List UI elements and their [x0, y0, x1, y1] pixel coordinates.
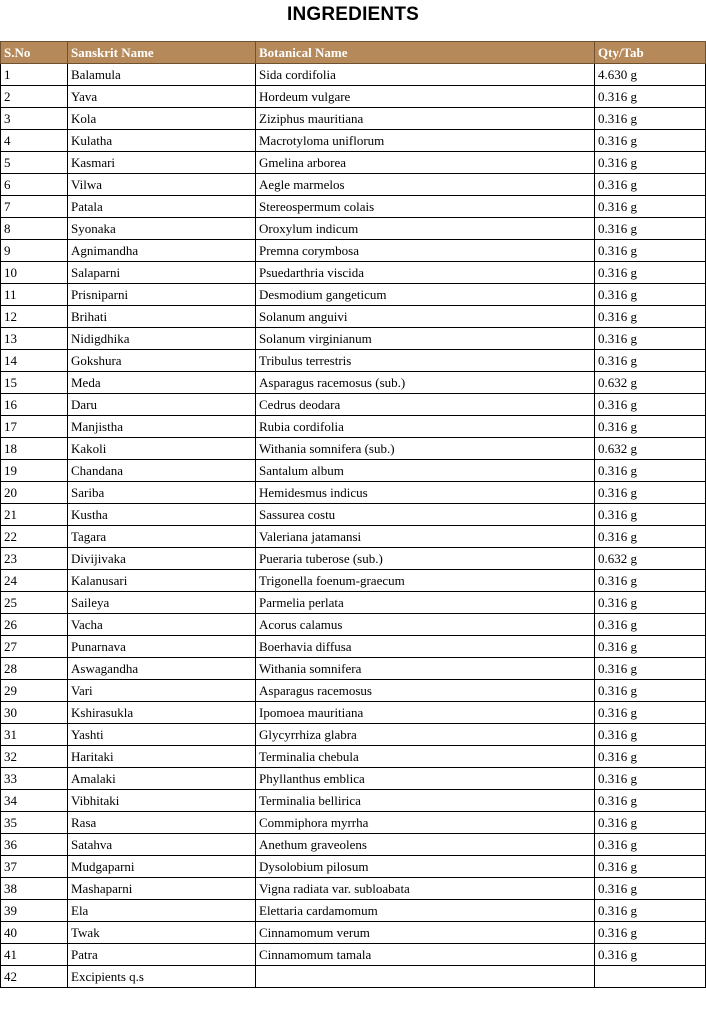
cell-sanskrit-name: Amalaki: [68, 768, 256, 790]
table-row: [1, 152, 706, 174]
cell-sanskrit-name: Sariba: [68, 482, 256, 504]
table-row: [1, 394, 706, 416]
cell-sanskrit-name: Daru: [68, 394, 256, 416]
table-row: [1, 108, 706, 130]
cell-botanical-name: Hordeum vulgare: [256, 86, 595, 108]
cell-qty-tab: 0.316 g: [595, 746, 706, 768]
cell-sanskrit-name: Meda: [68, 372, 256, 394]
cell-botanical-name: Dysolobium pilosum: [256, 856, 595, 878]
cell-sanskrit-name: Aswagandha: [68, 658, 256, 680]
table-row: [1, 350, 706, 372]
cell-qty-tab: 0.316 g: [595, 856, 706, 878]
cell-qty-tab: 0.316 g: [595, 592, 706, 614]
cell-sanskrit-name: Brihati: [68, 306, 256, 328]
cell-sno: 7: [1, 196, 68, 218]
cell-botanical-name: [256, 966, 595, 988]
cell-botanical-name: Boerhavia diffusa: [256, 636, 595, 658]
cell-sno: 9: [1, 240, 68, 262]
cell-qty-tab: 0.632 g: [595, 548, 706, 570]
cell-qty-tab: 0.632 g: [595, 438, 706, 460]
cell-sno: 40: [1, 922, 68, 944]
cell-qty-tab: 0.316 g: [595, 350, 706, 372]
cell-qty-tab: 0.316 g: [595, 482, 706, 504]
cell-sno: 4: [1, 130, 68, 152]
cell-sanskrit-name: Prisniparni: [68, 284, 256, 306]
table-row: [1, 592, 706, 614]
cell-botanical-name: Phyllanthus emblica: [256, 768, 595, 790]
cell-qty-tab: 0.316 g: [595, 702, 706, 724]
ingredients-table: [0, 41, 706, 988]
cell-botanical-name: Glycyrrhiza glabra: [256, 724, 595, 746]
cell-sno: 32: [1, 746, 68, 768]
table-row: [1, 878, 706, 900]
cell-botanical-name: Tribulus terrestris: [256, 350, 595, 372]
table-row: [1, 416, 706, 438]
cell-botanical-name: Cinnamomum verum: [256, 922, 595, 944]
cell-botanical-name: Ziziphus mauritiana: [256, 108, 595, 130]
cell-sno: 42: [1, 966, 68, 988]
cell-botanical-name: Elettaria cardamomum: [256, 900, 595, 922]
cell-sno: 28: [1, 658, 68, 680]
cell-sno: 15: [1, 372, 68, 394]
cell-botanical-name: Cedrus deodara: [256, 394, 595, 416]
cell-qty-tab: 0.316 g: [595, 306, 706, 328]
cell-sno: 13: [1, 328, 68, 350]
cell-botanical-name: Desmodium gangeticum: [256, 284, 595, 306]
cell-sanskrit-name: Manjistha: [68, 416, 256, 438]
cell-sno: 33: [1, 768, 68, 790]
table-row: [1, 966, 706, 988]
table-row: [1, 218, 706, 240]
cell-sno: 36: [1, 834, 68, 856]
cell-sanskrit-name: Kasmari: [68, 152, 256, 174]
cell-sanskrit-name: Excipients q.s: [68, 966, 256, 988]
cell-sanskrit-name: Patala: [68, 196, 256, 218]
header-sno: S.No: [1, 42, 68, 64]
cell-botanical-name: Trigonella foenum-graecum: [256, 570, 595, 592]
cell-qty-tab: 0.316 g: [595, 680, 706, 702]
cell-sno: 38: [1, 878, 68, 900]
cell-sanskrit-name: Kshirasukla: [68, 702, 256, 724]
table-row: [1, 768, 706, 790]
table-body: [1, 64, 706, 988]
cell-sno: 27: [1, 636, 68, 658]
cell-botanical-name: Terminalia bellirica: [256, 790, 595, 812]
cell-sanskrit-name: Kustha: [68, 504, 256, 526]
header-row: [1, 42, 706, 64]
table-row: [1, 64, 706, 86]
cell-sanskrit-name: Haritaki: [68, 746, 256, 768]
table-row: [1, 614, 706, 636]
table-row: [1, 834, 706, 856]
cell-sanskrit-name: Yava: [68, 86, 256, 108]
cell-botanical-name: Solanum anguivi: [256, 306, 595, 328]
cell-sanskrit-name: Kalanusari: [68, 570, 256, 592]
cell-botanical-name: Commiphora myrrha: [256, 812, 595, 834]
cell-qty-tab: 0.316 g: [595, 130, 706, 152]
cell-qty-tab: 0.316 g: [595, 944, 706, 966]
cell-sanskrit-name: Kola: [68, 108, 256, 130]
cell-sno: 39: [1, 900, 68, 922]
cell-sno: 8: [1, 218, 68, 240]
cell-botanical-name: Vigna radiata var. subloabata: [256, 878, 595, 900]
cell-sanskrit-name: Balamula: [68, 64, 256, 86]
table-row: [1, 328, 706, 350]
cell-sno: 12: [1, 306, 68, 328]
cell-qty-tab: 0.316 g: [595, 504, 706, 526]
cell-sanskrit-name: Yashti: [68, 724, 256, 746]
cell-botanical-name: Ipomoea mauritiana: [256, 702, 595, 724]
cell-sno: 14: [1, 350, 68, 372]
cell-sno: 1: [1, 64, 68, 86]
table-row: [1, 702, 706, 724]
cell-sanskrit-name: Twak: [68, 922, 256, 944]
cell-sno: 29: [1, 680, 68, 702]
cell-qty-tab: 0.316 g: [595, 526, 706, 548]
cell-botanical-name: Hemidesmus indicus: [256, 482, 595, 504]
cell-sanskrit-name: Nidigdhika: [68, 328, 256, 350]
cell-qty-tab: 0.316 g: [595, 460, 706, 482]
cell-botanical-name: Asparagus racemosus: [256, 680, 595, 702]
cell-qty-tab: 0.632 g: [595, 372, 706, 394]
cell-qty-tab: 0.316 g: [595, 900, 706, 922]
cell-sno: 25: [1, 592, 68, 614]
cell-qty-tab: 0.316 g: [595, 86, 706, 108]
cell-qty-tab: 4.630 g: [595, 64, 706, 86]
table-row: [1, 196, 706, 218]
cell-sanskrit-name: Gokshura: [68, 350, 256, 372]
cell-sno: 37: [1, 856, 68, 878]
cell-sno: 22: [1, 526, 68, 548]
header-botanical-name: Botanical Name: [256, 42, 595, 64]
cell-botanical-name: Asparagus racemosus (sub.): [256, 372, 595, 394]
cell-sno: 5: [1, 152, 68, 174]
cell-botanical-name: Sassurea costu: [256, 504, 595, 526]
table-row: [1, 460, 706, 482]
cell-sno: 24: [1, 570, 68, 592]
table-row: [1, 636, 706, 658]
table-row: [1, 284, 706, 306]
cell-qty-tab: 0.316 g: [595, 570, 706, 592]
table-row: [1, 922, 706, 944]
cell-sno: 31: [1, 724, 68, 746]
cell-sanskrit-name: Chandana: [68, 460, 256, 482]
cell-botanical-name: Cinnamomum tamala: [256, 944, 595, 966]
header-sanskrit-name: Sanskrit Name: [68, 42, 256, 64]
cell-botanical-name: Santalum album: [256, 460, 595, 482]
cell-sanskrit-name: Vilwa: [68, 174, 256, 196]
cell-sanskrit-name: Rasa: [68, 812, 256, 834]
table-row: [1, 790, 706, 812]
cell-botanical-name: Withania somnifera: [256, 658, 595, 680]
cell-qty-tab: 0.316 g: [595, 174, 706, 196]
table-row: [1, 944, 706, 966]
cell-sno: 18: [1, 438, 68, 460]
cell-qty-tab: 0.316 g: [595, 878, 706, 900]
cell-qty-tab: 0.316 g: [595, 812, 706, 834]
table-row: [1, 130, 706, 152]
cell-qty-tab: 0.316 g: [595, 416, 706, 438]
cell-botanical-name: Sida cordifolia: [256, 64, 595, 86]
table-row: [1, 372, 706, 394]
cell-sno: 35: [1, 812, 68, 834]
cell-sno: 23: [1, 548, 68, 570]
cell-sno: 19: [1, 460, 68, 482]
cell-botanical-name: Valeriana jatamansi: [256, 526, 595, 548]
cell-botanical-name: Gmelina arborea: [256, 152, 595, 174]
cell-botanical-name: Rubia cordifolia: [256, 416, 595, 438]
cell-sno: 17: [1, 416, 68, 438]
table-row: [1, 570, 706, 592]
cell-sno: 41: [1, 944, 68, 966]
cell-sanskrit-name: Agnimandha: [68, 240, 256, 262]
cell-sanskrit-name: Kakoli: [68, 438, 256, 460]
cell-botanical-name: Acorus calamus: [256, 614, 595, 636]
cell-qty-tab: 0.316 g: [595, 262, 706, 284]
cell-sanskrit-name: Kulatha: [68, 130, 256, 152]
cell-qty-tab: 0.316 g: [595, 108, 706, 130]
table-header: [1, 42, 706, 64]
cell-qty-tab: 0.316 g: [595, 790, 706, 812]
cell-qty-tab: 0.316 g: [595, 724, 706, 746]
cell-sno: 11: [1, 284, 68, 306]
cell-sno: 2: [1, 86, 68, 108]
table-row: [1, 746, 706, 768]
cell-botanical-name: Anethum graveolens: [256, 834, 595, 856]
page-title: INGREDIENTS: [286, 4, 420, 25]
table-row: [1, 900, 706, 922]
cell-qty-tab: [595, 966, 706, 988]
cell-qty-tab: 0.316 g: [595, 834, 706, 856]
table-row: [1, 240, 706, 262]
cell-sanskrit-name: Vari: [68, 680, 256, 702]
cell-botanical-name: Withania somnifera (sub.): [256, 438, 595, 460]
cell-botanical-name: Parmelia perlata: [256, 592, 595, 614]
table-row: [1, 724, 706, 746]
cell-qty-tab: 0.316 g: [595, 152, 706, 174]
cell-qty-tab: 0.316 g: [595, 658, 706, 680]
cell-sanskrit-name: Vibhitaki: [68, 790, 256, 812]
cell-sanskrit-name: Divijivaka: [68, 548, 256, 570]
cell-sanskrit-name: Punarnava: [68, 636, 256, 658]
cell-qty-tab: 0.316 g: [595, 284, 706, 306]
cell-sno: 26: [1, 614, 68, 636]
cell-qty-tab: 0.316 g: [595, 328, 706, 350]
cell-sno: 6: [1, 174, 68, 196]
table-row: [1, 812, 706, 834]
table-row: [1, 856, 706, 878]
cell-sno: 3: [1, 108, 68, 130]
table-row: [1, 548, 706, 570]
table-row: [1, 482, 706, 504]
cell-botanical-name: Terminalia chebula: [256, 746, 595, 768]
cell-qty-tab: 0.316 g: [595, 614, 706, 636]
header-qty-tab: Qty/Tab: [595, 42, 706, 64]
cell-botanical-name: Psuedarthria viscida: [256, 262, 595, 284]
table-row: [1, 86, 706, 108]
cell-sanskrit-name: Satahva: [68, 834, 256, 856]
cell-sanskrit-name: Mudgaparni: [68, 856, 256, 878]
cell-sanskrit-name: Salaparni: [68, 262, 256, 284]
cell-sanskrit-name: Vacha: [68, 614, 256, 636]
table-row: [1, 438, 706, 460]
cell-qty-tab: 0.316 g: [595, 240, 706, 262]
cell-qty-tab: 0.316 g: [595, 394, 706, 416]
table-row: [1, 306, 706, 328]
cell-sno: 10: [1, 262, 68, 284]
cell-sno: 16: [1, 394, 68, 416]
table-row: [1, 504, 706, 526]
cell-botanical-name: Stereospermum colais: [256, 196, 595, 218]
cell-sno: 21: [1, 504, 68, 526]
table-row: [1, 526, 706, 548]
cell-qty-tab: 0.316 g: [595, 218, 706, 240]
cell-sno: 34: [1, 790, 68, 812]
cell-sanskrit-name: Patra: [68, 944, 256, 966]
table-row: [1, 658, 706, 680]
table-row: [1, 680, 706, 702]
cell-botanical-name: Aegle marmelos: [256, 174, 595, 196]
table-row: [1, 174, 706, 196]
cell-botanical-name: Pueraria tuberose (sub.): [256, 548, 595, 570]
cell-sno: 30: [1, 702, 68, 724]
cell-qty-tab: 0.316 g: [595, 922, 706, 944]
cell-sanskrit-name: Ela: [68, 900, 256, 922]
cell-sanskrit-name: Tagara: [68, 526, 256, 548]
table-row: [1, 262, 706, 284]
cell-qty-tab: 0.316 g: [595, 768, 706, 790]
cell-sno: 20: [1, 482, 68, 504]
cell-sanskrit-name: Syonaka: [68, 218, 256, 240]
cell-botanical-name: Macrotyloma uniflorum: [256, 130, 595, 152]
cell-sanskrit-name: Saileya: [68, 592, 256, 614]
cell-qty-tab: 0.316 g: [595, 636, 706, 658]
cell-botanical-name: Oroxylum indicum: [256, 218, 595, 240]
cell-botanical-name: Premna corymbosa: [256, 240, 595, 262]
cell-sanskrit-name: Mashaparni: [68, 878, 256, 900]
cell-qty-tab: 0.316 g: [595, 196, 706, 218]
cell-botanical-name: Solanum virginianum: [256, 328, 595, 350]
